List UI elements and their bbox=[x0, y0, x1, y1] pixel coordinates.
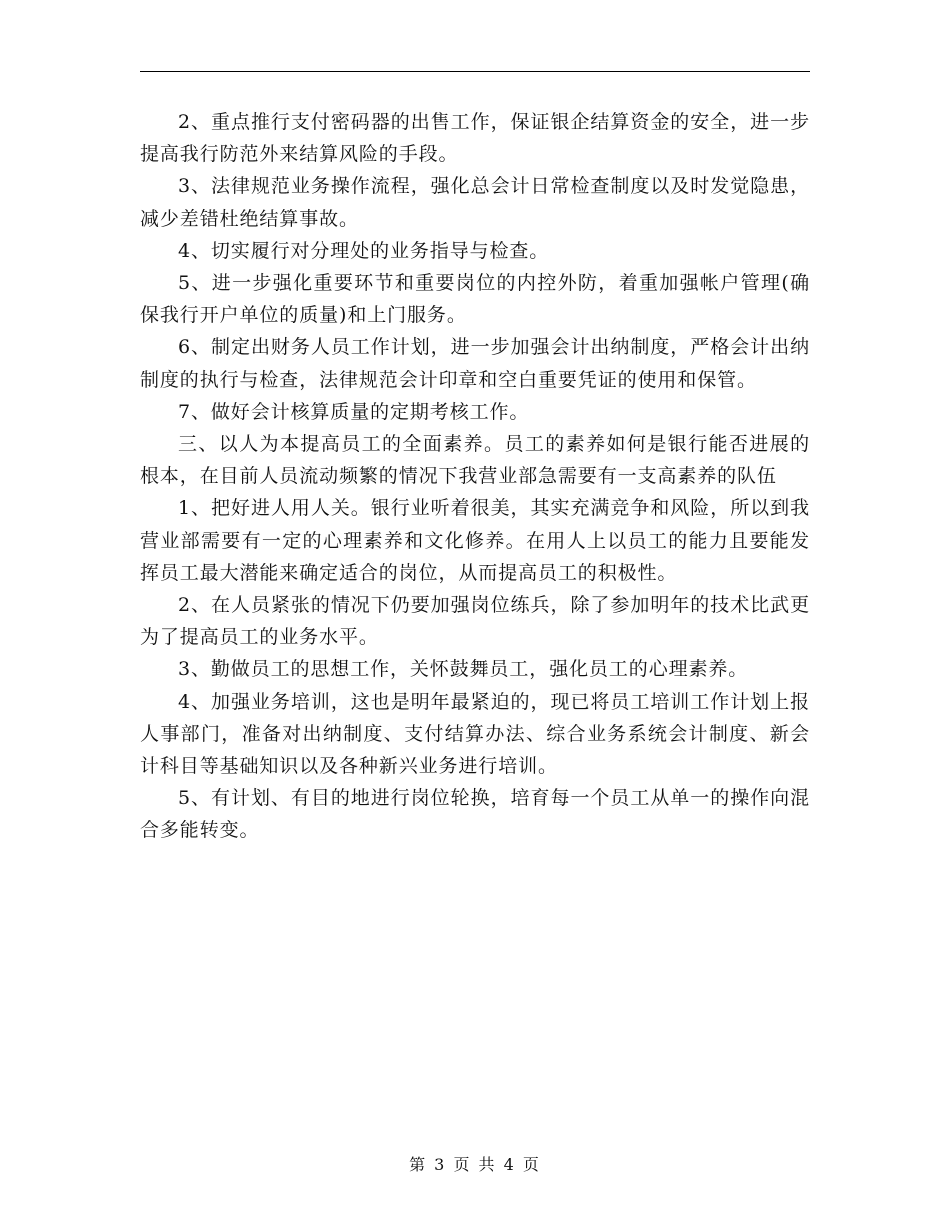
paragraph: 4、加强业务培训，这也是明年最紧迫的，现已将员工培训工作计划上报人事部门，准备对出纳制度、支付结算办法、综合业务系统会计制度、新会计科目等基础知识以及各种新兴业务进行培训。 bbox=[140, 690, 810, 778]
paragraph: 6、制定出财务人员工作计划，进一步加强会计出纳制度，严格会计出纳制度的执行与检查，法律规范会计印章和空白重要凭证的使用和保管。 bbox=[140, 336, 810, 391]
paragraph: 2、在人员紧张的情况下仍要加强岗位练兵，除了参加明年的技术比武更为了提高员工的业务水平。 bbox=[140, 594, 810, 649]
paragraph: 1、把好进人用人关。银行业听着很美，其实充满竞争和风险，所以到我营业部需要有一定的心理素养和文化修养。在用人上以员工的能力且要能发挥员工最大潜能来确定适合的岗位，从而提高员工的积极性。 bbox=[140, 497, 810, 584]
paragraph: 4、切实履行对分理处的业务指导与检查。 bbox=[178, 239, 550, 262]
paragraph: 7、做好会计核算质量的定期考核工作。 bbox=[178, 400, 530, 423]
header-rule bbox=[140, 71, 810, 72]
paragraph: 5、有计划、有目的地进行岗位轮换，培育每一个员工从单一的操作向混合多能转变。 bbox=[140, 787, 810, 842]
paragraph: 2、重点推行支付密码器的出售工作，保证银企结算资金的安全，进一步提高我行防范外来结算风险的手段。 bbox=[140, 111, 810, 166]
page-number-footer: 第 3 页 共 4 页 bbox=[409, 1155, 541, 1174]
document-body bbox=[140, 106, 810, 847]
paragraph: 5、进一步强化重要环节和重要岗位的内控外防，着重加强帐户管理(确保我行开户单位的质量)和上门服务。 bbox=[140, 272, 810, 327]
paragraph: 3、法律规范业务操作流程，强化总会计日常检查制度以及时发觉隐患，减少差错杜绝结算事故。 bbox=[140, 175, 810, 230]
paragraph: 3、勤做员工的思想工作，关怀鼓舞员工，强化员工的心理素养。 bbox=[178, 658, 749, 681]
section-heading-paragraph: 三、以人为本提高员工的全面素养。员工的素养如何是银行能否进展的根本，在目前人员流动频繁的情况下我营业部急需要有一支高素养的队伍 bbox=[140, 433, 810, 488]
